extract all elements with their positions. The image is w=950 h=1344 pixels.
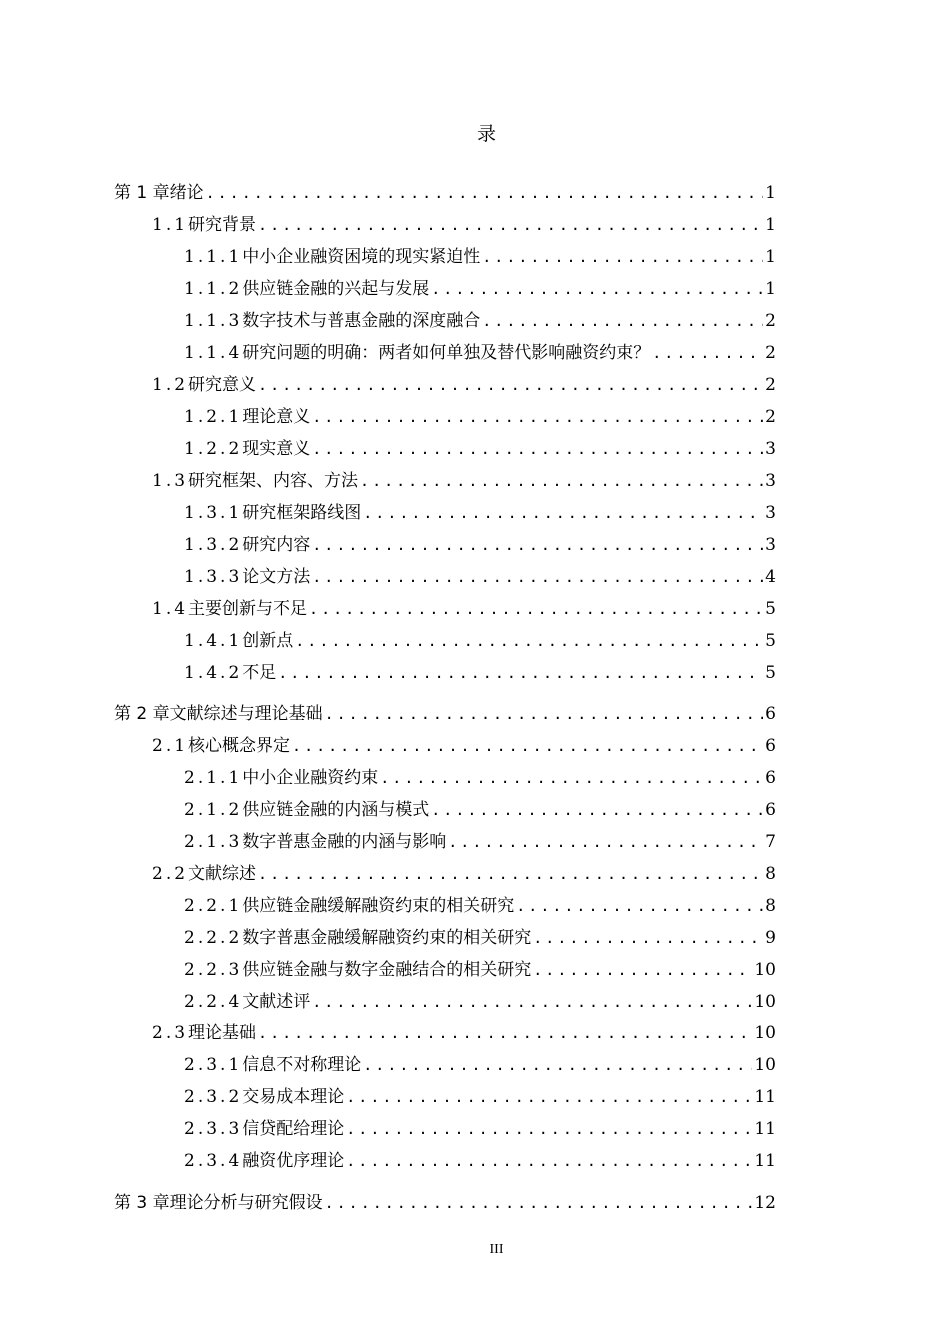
entry-number: 1.3.3 [184,567,243,587]
toc-entry-1-4[interactable] [152,597,776,621]
entry-page: 10 [754,992,776,1012]
toc-entry-2-3-3[interactable] [184,1117,776,1141]
entry-title: 核心概念界定 [188,736,291,756]
entry-page: 3 [765,535,776,555]
entry-title: 不足 [242,663,277,683]
dot-leader [482,309,763,333]
toc-entry-chapter-1[interactable] [114,181,776,205]
entry-number: 2.3.2 [184,1087,243,1107]
entry-number: 第 1 章 [114,183,170,203]
toc-entry-1-1[interactable] [152,213,776,237]
entry-title: 创新点 [242,631,294,651]
entry-number: 1.1.4 [184,343,243,363]
dot-leader [312,565,763,589]
entry-title: 交易成本理论 [242,1087,345,1107]
toc-title: 录 [476,123,498,145]
toc-entry-2-2-3[interactable] [184,958,776,982]
entry-page: 6 [765,704,776,724]
dot-leader [533,958,752,982]
entry-page: 8 [765,896,776,916]
entry-page: 5 [765,631,776,651]
entry-title: 理论基础 [188,1023,257,1043]
entry-title: 数字普惠金融缓解融资约束的相关研究 [242,928,532,948]
entry-page: 2 [765,311,776,331]
entry-number: 2.2 [152,864,189,884]
dot-leader [346,1149,752,1173]
toc-entry-1-1-1[interactable] [184,245,776,269]
toc-entry-2-3-2[interactable] [184,1085,776,1109]
entry-title: 研究问题的明确：两者如何单独及替代影响融资约束？ [242,343,651,363]
entry-number: 2.2.1 [184,896,243,916]
entry-title: 研究内容 [242,535,311,555]
entry-page: 8 [765,864,776,884]
entry-number: 第 3 章 [114,1193,170,1213]
toc-entry-2-2-2[interactable] [184,926,776,950]
entry-number: 1.3.2 [184,535,243,555]
entry-page: 2 [765,407,776,427]
entry-number: 2.2.4 [184,992,243,1012]
entry-title: 供应链金融与数字金融结合的相关研究 [242,960,532,980]
entry-page: 4 [765,567,776,587]
dot-leader [431,277,763,301]
entry-page: 6 [765,800,776,820]
entry-title: 供应链金融的兴起与发展 [242,279,430,299]
dot-leader [312,990,752,1014]
dot-leader [295,629,763,653]
toc-entry-1-3-2[interactable] [184,533,776,557]
toc-entry-1-3[interactable] [152,469,776,493]
dot-leader [448,830,763,854]
entry-title: 研究框架路线图 [242,503,362,523]
toc-entry-1-3-1[interactable] [184,501,776,525]
entry-title: 文献述评 [242,992,311,1012]
entry-title: 中小企业融资困境的现实紧迫性 [242,247,481,267]
dot-leader [533,926,763,950]
entry-page: 1 [765,279,776,299]
dot-leader [312,437,763,461]
toc-entry-chapter-2[interactable] [114,702,776,726]
entry-page: 9 [765,928,776,948]
entry-number: 1.2.2 [184,439,243,459]
dot-leader [482,245,763,269]
entry-number: 1.3.1 [184,503,243,523]
entry-page: 3 [765,439,776,459]
entry-title: 供应链金融缓解融资约束的相关研究 [242,896,515,916]
entry-number: 1.1.2 [184,279,243,299]
entry-page: 1 [765,247,776,267]
entry-number: 1.1.1 [184,247,243,267]
entry-number: 1.2 [152,375,189,395]
entry-page: 3 [765,471,776,491]
dot-leader [360,469,763,493]
entry-number: 1.4.2 [184,663,243,683]
entry-number: 2.3.4 [184,1151,243,1171]
entry-page: 1 [765,183,776,203]
entry-number: 1.4.1 [184,631,243,651]
entry-number: 1.3 [152,471,189,491]
entry-page: 11 [754,1151,776,1171]
toc-entry-2-3-1[interactable] [184,1053,776,1077]
entry-page: 10 [754,1023,776,1043]
toc-entry-1-3-3[interactable] [184,565,776,589]
entry-page: 5 [765,663,776,683]
dot-leader [258,862,763,886]
dot-leader [325,702,764,726]
toc-entry-2-3[interactable] [152,1021,776,1045]
entry-title: 信息不对称理论 [242,1055,362,1075]
entry-page: 6 [765,736,776,756]
entry-page: 7 [765,832,776,852]
entry-number: 1.2.1 [184,407,243,427]
page-number-footer: III [489,1242,504,1257]
entry-title: 中小企业融资约束 [242,768,379,788]
entry-number: 2.3.1 [184,1055,243,1075]
toc-entry-1-2-2[interactable] [184,437,776,461]
dot-leader [346,1117,752,1141]
dot-leader [278,661,763,685]
entry-page: 1 [765,215,776,235]
dot-leader [346,1085,752,1109]
entry-title: 理论分析与研究假设 [169,1193,323,1213]
entry-title: 研究意义 [188,375,257,395]
toc-entry-2-1[interactable] [152,734,776,758]
dot-leader [363,1053,752,1077]
entry-page: 6 [765,768,776,788]
dot-leader [380,766,763,790]
dot-leader [325,1191,753,1215]
dot-leader [363,501,763,525]
toc-entry-chapter-3[interactable] [114,1191,776,1215]
dot-leader [206,181,764,205]
entry-title: 文献综述 [188,864,257,884]
entry-number: 1.1 [152,215,189,235]
toc-entry-2-3-4[interactable] [184,1149,776,1173]
entry-page: 11 [754,1087,776,1107]
dot-leader [309,597,763,621]
entry-page: 5 [765,599,776,619]
toc-entry-2-2-4[interactable] [184,990,776,1014]
toc-entry-1-1-3[interactable] [184,309,776,333]
entry-page: 12 [754,1193,776,1213]
entry-page: 10 [754,960,776,980]
toc-entry-1-1-2[interactable] [184,277,776,301]
toc-entry-2-1-1[interactable] [184,766,776,790]
dot-leader [258,213,763,237]
dot-leader [431,798,763,822]
toc-entry-1-1-4[interactable] [184,341,776,365]
entry-page: 3 [765,503,776,523]
entry-title: 现实意义 [242,439,311,459]
dot-leader [292,734,763,758]
entry-title: 数字普惠金融的内涵与影响 [242,832,447,852]
entry-page: 2 [765,343,776,363]
entry-title: 研究框架、内容、方法 [188,471,359,491]
toc-entry-2-2[interactable] [152,862,776,886]
entry-title: 融资优序理论 [242,1151,345,1171]
dot-leader [258,1021,752,1045]
entry-title: 文献综述与理论基础 [169,704,323,724]
entry-number: 第 2 章 [114,704,170,724]
entry-page: 11 [754,1119,776,1139]
toc-entry-1-2-1[interactable] [184,405,776,429]
entry-number: 2.1.2 [184,800,243,820]
entry-title: 主要创新与不足 [188,599,308,619]
entry-title: 研究背景 [188,215,257,235]
entry-title: 信贷配给理论 [242,1119,345,1139]
entry-number: 2.1.1 [184,768,243,788]
entry-title: 供应链金融的内涵与模式 [242,800,430,820]
toc-entry-1-4-1[interactable] [184,629,776,653]
dot-leader [312,405,763,429]
dot-leader [312,533,763,557]
toc-entry-2-2-1[interactable] [184,894,776,918]
toc-entry-2-1-2[interactable] [184,798,776,822]
toc-entry-2-1-3[interactable] [184,830,776,854]
entry-page: 2 [765,375,776,395]
entry-number: 2.1 [152,736,189,756]
entry-number: 2.1.3 [184,832,243,852]
entry-number: 2.2.2 [184,928,243,948]
entry-number: 2.2.3 [184,960,243,980]
entry-number: 1.4 [152,599,189,619]
dot-leader [516,894,763,918]
entry-title: 理论意义 [242,407,311,427]
entry-title: 数字技术与普惠金融的深度融合 [242,311,481,331]
entry-title: 绪论 [169,183,204,203]
entry-page: 10 [754,1055,776,1075]
toc-entry-1-4-2[interactable] [184,661,776,685]
entry-number: 2.3 [152,1023,189,1043]
toc-entry-1-2[interactable] [152,373,776,397]
entry-number: 2.3.3 [184,1119,243,1139]
dot-leader [258,373,763,397]
entry-number: 1.1.3 [184,311,243,331]
entry-title: 论文方法 [242,567,311,587]
dot-leader [652,341,763,365]
